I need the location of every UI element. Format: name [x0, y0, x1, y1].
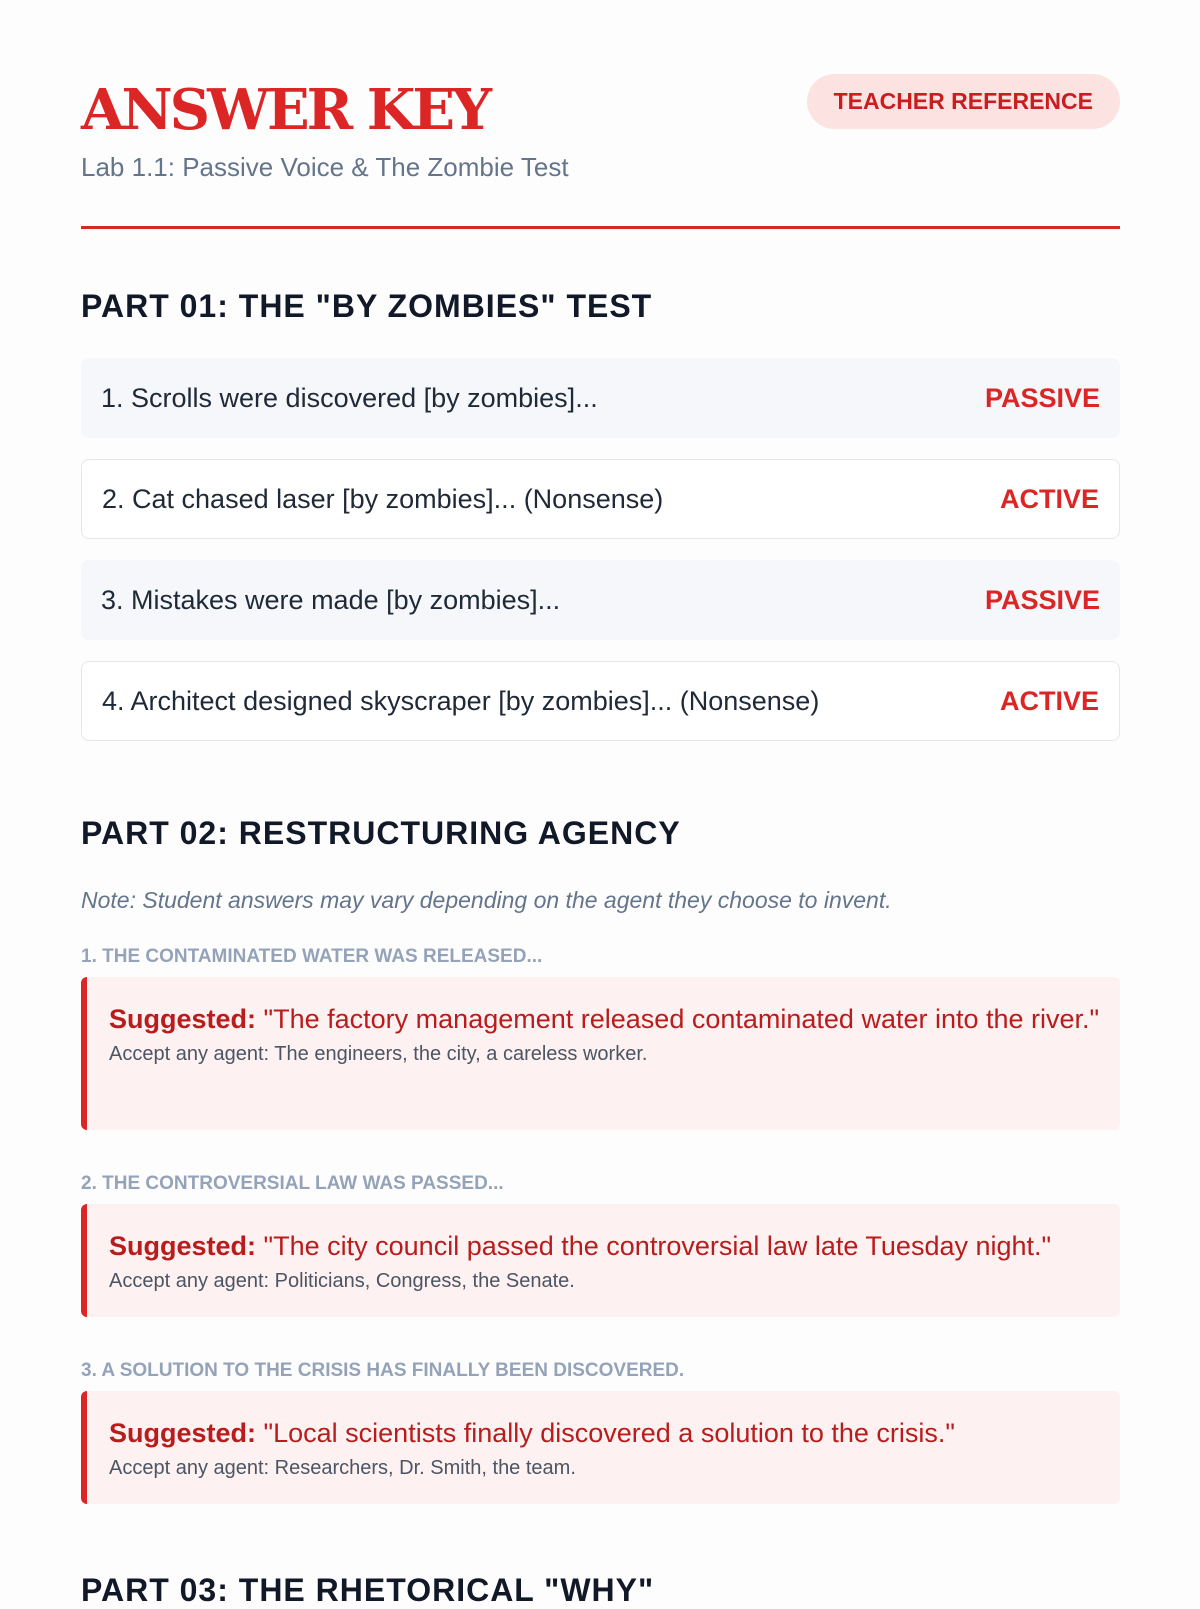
- test-row-answer: PASSIVE: [984, 382, 1100, 413]
- test-row-sentence: 3. Mistakes were made [by zombies]...: [101, 584, 561, 615]
- question-label: 1. THE CONTAMINATED WATER WAS RELEASED...: [81, 946, 543, 967]
- page-title: ANSWER KEY: [81, 77, 490, 143]
- part3-title: PART 03: THE RHETORICAL "WHY": [81, 1572, 655, 1608]
- suggested-label: Suggested:: [109, 1004, 257, 1034]
- suggested-label: Suggested:: [109, 1418, 257, 1448]
- test-row-answer: PASSIVE: [984, 584, 1100, 615]
- suggested-answer: [109, 999, 1100, 1039]
- answer-key-page: [81, 0, 1120, 1608]
- accept-note: Accept any agent: The engineers, the city, a careless worker.: [109, 1043, 648, 1065]
- question-label: 2. THE CONTROVERSIAL LAW WAS PASSED...: [81, 1173, 504, 1194]
- part2-title: PART 02: RESTRUCTURING AGENCY: [81, 815, 681, 851]
- suggested-text: "Local scientists finally discovered a solution to the crisis.": [263, 1418, 956, 1448]
- suggested-text: "The city council passed the controversial law late Tuesday night.": [263, 1231, 1052, 1261]
- suggested-label: Suggested:: [109, 1231, 257, 1261]
- suggested-answer-card: [81, 977, 1120, 1130]
- suggested-answer-card: [81, 1204, 1120, 1317]
- accept-note: Accept any agent: Researchers, Dr. Smith, the team.: [109, 1457, 576, 1479]
- page-subtitle: Lab 1.1: Passive Voice & The Zombie Test: [81, 152, 569, 182]
- suggested-answer-card: [81, 1391, 1120, 1504]
- suggested-answer: [109, 1413, 1100, 1453]
- suggested-text: "The factory management released contaminated water into the river.": [263, 1004, 1100, 1034]
- test-row: [81, 358, 1120, 438]
- part1-title: PART 01: THE "BY ZOMBIES" TEST: [81, 288, 653, 324]
- suggested-answer: [109, 1226, 1100, 1266]
- teacher-reference-badge: TEACHER REFERENCE: [807, 74, 1120, 129]
- test-row: [81, 459, 1120, 539]
- test-row: [81, 560, 1120, 640]
- test-row-sentence: 1. Scrolls were discovered [by zombies]...: [101, 382, 598, 413]
- accept-note: Accept any agent: Politicians, Congress, the Senate.: [109, 1270, 575, 1292]
- test-row-answer: ACTIVE: [999, 483, 1099, 514]
- question-label: 3. A SOLUTION TO THE CRISIS HAS FINALLY BEEN DISCOVERED.: [81, 1360, 685, 1381]
- part2-note: Note: Student answers may vary depending on the agent they choose to invent.: [81, 887, 892, 913]
- test-row-answer: ACTIVE: [999, 685, 1099, 716]
- test-row-sentence: 2. Cat chased laser [by zombies]... (Nonsense): [102, 483, 664, 514]
- header: [81, 0, 1120, 229]
- test-row: [81, 661, 1120, 741]
- test-row-sentence: 4. Architect designed skyscraper [by zombies]... (Nonsense): [102, 685, 820, 716]
